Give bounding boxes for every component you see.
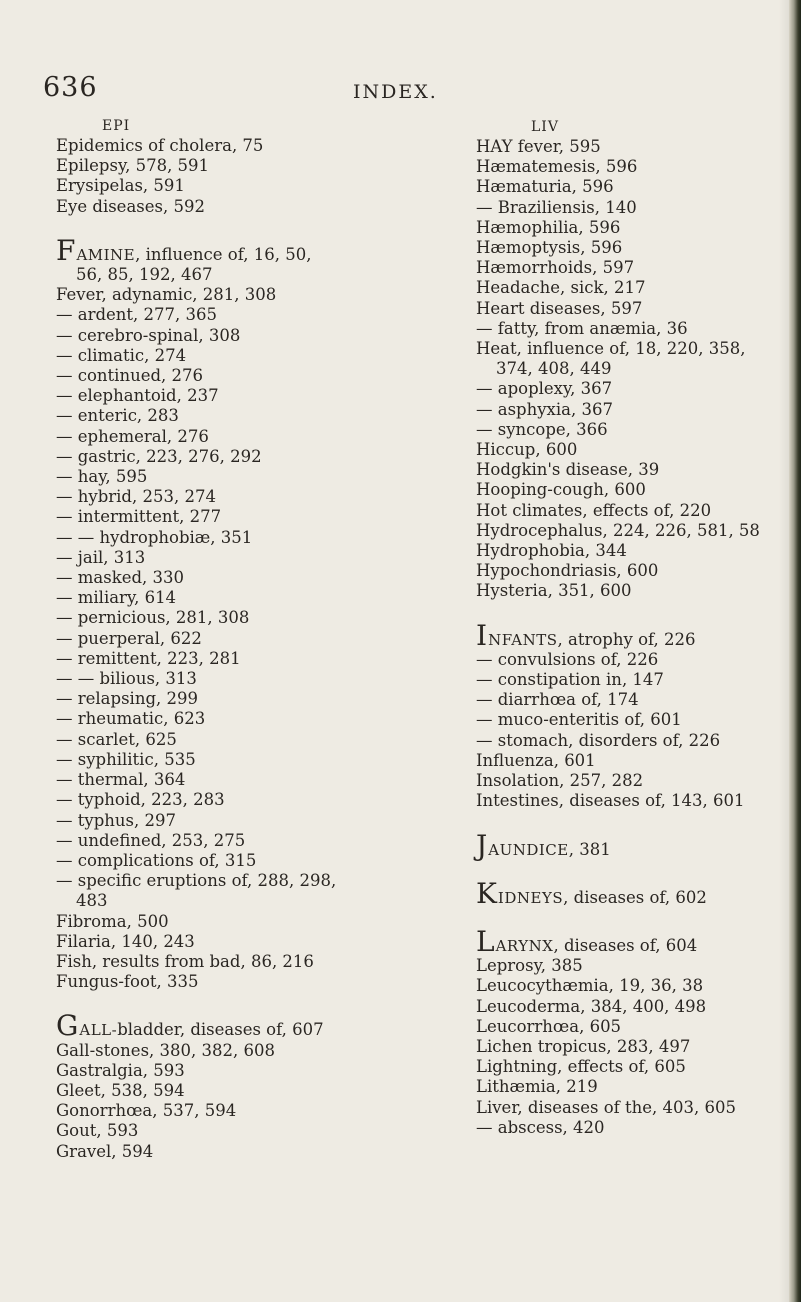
index-entry: Hot climates, effects of, 220	[476, 500, 712, 520]
index-entry: Hydrophobia, 344	[476, 541, 627, 561]
index-entry: — asphyxia, 367	[476, 399, 613, 419]
index-entry: — climatic, 274	[56, 345, 187, 365]
index-entry: Filaria, 140, 243	[56, 931, 195, 951]
index-entry: Erysipelas, 591	[56, 176, 185, 196]
small-caps-word: NFANTS	[488, 630, 558, 649]
index-entry: Liver, diseases of the, 403, 605	[476, 1097, 737, 1117]
index-entry: 374, 408, 449	[496, 359, 612, 379]
index-entry: Lithæmia, 219	[476, 1077, 598, 1097]
index-entry: — syphilitic, 535	[56, 749, 196, 769]
letter-section-gap	[476, 602, 801, 626]
entry-rest: , atrophy of, 226	[557, 629, 696, 649]
drop-cap: G	[56, 1009, 80, 1043]
guide-word: LIV	[531, 119, 559, 135]
running-head: INDEX.	[353, 81, 438, 103]
index-column-right	[476, 116, 801, 1138]
index-entry: Hydrocephalus, 224, 226, 581, 58	[476, 520, 760, 540]
book-edge	[789, 0, 801, 1302]
index-entry: — miliary, 614	[56, 588, 177, 608]
index-entry: — undefined, 253, 275	[56, 830, 246, 850]
index-entry: Gravel, 594	[56, 1141, 154, 1161]
index-entry: Hæmophilia, 596	[476, 217, 621, 237]
index-entry: Hodgkin's disease, 39	[476, 460, 660, 480]
index-entry	[56, 1009, 356, 1043]
drop-cap: K	[476, 876, 498, 910]
index-entry: — elephantoid, 237	[56, 386, 219, 406]
index-entry: Hæmoptysis, 596	[476, 238, 623, 258]
index-entry: — typhoid, 223, 283	[56, 790, 225, 810]
drop-cap: I	[476, 618, 489, 652]
index-entry: — intermittent, 277	[56, 507, 222, 527]
index-entry: Hooping-cough, 600	[476, 480, 646, 500]
index-entry: — complications of, 315	[56, 850, 257, 870]
index-entry: Hypochondriasis, 600	[476, 561, 659, 581]
index-entry: — thermal, 364	[56, 770, 186, 790]
index-entry: Gonorrhœa, 537, 594	[56, 1101, 237, 1121]
index-entry: — — bilious, 313	[56, 669, 197, 689]
drop-cap: J	[476, 828, 489, 862]
letter-section-gap	[476, 908, 801, 932]
page-number: 636	[43, 72, 98, 103]
index-entry: — abscess, 420	[476, 1117, 605, 1137]
index-entry: — ardent, 277, 365	[56, 305, 218, 325]
index-entry	[476, 876, 801, 910]
index-entry: — enteric, 283	[56, 406, 179, 426]
index-entry: — jail, 313	[56, 547, 146, 567]
index-entry: — stomach, disorders of, 226	[476, 730, 721, 750]
index-entry: — convulsions of, 226	[476, 649, 659, 669]
index-entry: Gall-stones, 380, 382, 608	[56, 1040, 275, 1060]
index-entry: Leucoderma, 384, 400, 498	[476, 996, 707, 1016]
index-entry: Lichen tropicus, 283, 497	[476, 1036, 691, 1056]
index-entry: — syncope, 366	[476, 419, 608, 439]
entry-rest: , diseases of, 602	[563, 887, 707, 907]
index-entry: — rheumatic, 623	[56, 709, 206, 729]
index-entry: Gleet, 538, 594	[56, 1080, 185, 1100]
index-entry: — ephemeral, 276	[56, 426, 209, 446]
index-entry: Leprosy, 385	[476, 956, 583, 976]
index-entry: Heat, influence of, 18, 220, 358,	[476, 339, 746, 359]
index-entry: — continued, 276	[56, 366, 204, 386]
index-entry: Gastralgia, 593	[56, 1060, 185, 1080]
index-entry: Fever, adynamic, 281, 308	[56, 285, 277, 305]
entry-list	[56, 136, 356, 1162]
index-entry: — relapsing, 299	[56, 689, 198, 709]
index-entry: Leucorrhœa, 605	[476, 1016, 622, 1036]
index-entry: Heart diseases, 597	[476, 298, 643, 318]
index-entry: 483	[76, 891, 108, 911]
letter-section-gap	[476, 812, 801, 836]
index-entry: — constipation in, 147	[476, 670, 664, 690]
small-caps-word: ARYNX	[495, 936, 554, 955]
index-entry: — hybrid, 253, 274	[56, 487, 216, 507]
index-entry: — scarlet, 625	[56, 729, 177, 749]
index-entry: — hay, 595	[56, 467, 148, 487]
index-entry: Hæmatemesis, 596	[476, 157, 638, 177]
index-entry	[476, 618, 801, 652]
small-caps-word: AMINE	[76, 245, 136, 264]
letter-section-gap	[56, 992, 356, 1016]
index-entry: Epilepsy, 578, 591	[56, 156, 210, 176]
index-entry: Insolation, 257, 282	[476, 771, 644, 791]
small-caps-word: ALL-	[79, 1021, 118, 1040]
index-entry: — gastric, 223, 276, 292	[56, 446, 262, 466]
index-entry: — masked, 330	[56, 568, 185, 588]
small-caps-word: AUNDICE	[488, 840, 569, 859]
index-entry: Fibroma, 500	[56, 911, 169, 931]
entry-rest: bladder, diseases of, 607	[117, 1020, 324, 1040]
small-caps-word: IDNEYS	[497, 888, 564, 907]
index-entry: — pernicious, 281, 308	[56, 608, 250, 628]
index-entry: Epidemics of cholera, 75	[56, 136, 264, 155]
index-entry: — specific eruptions of, 288, 298,	[56, 871, 337, 891]
drop-cap: L	[476, 924, 496, 958]
index-entry: Intestines, diseases of, 143, 601	[476, 791, 745, 811]
index-entry: — — hydrophobiæ, 351	[56, 527, 253, 547]
index-entry: — apoplexy, 367	[476, 379, 613, 399]
entry-rest: , 381	[568, 839, 611, 859]
index-entry: Hæmorrhoids, 597	[476, 258, 635, 278]
index-entry: Influenza, 601	[476, 750, 596, 770]
index-entry: — fatty, from anæmia, 36	[476, 318, 688, 338]
letter-section-gap	[476, 860, 801, 884]
index-entry: Leucocythæmia, 19, 36, 38	[476, 976, 704, 996]
index-entry	[56, 233, 356, 267]
page-gutter-shadow	[779, 0, 789, 1302]
index-entry: — remittent, 223, 281	[56, 648, 241, 668]
index-entry: Lightning, effects of, 605	[476, 1057, 686, 1077]
index-entry: — puerperal, 622	[56, 628, 202, 648]
entry-list	[476, 137, 801, 1138]
index-entry: — diarrhœa of, 174	[476, 690, 639, 710]
index-entry: Fish, results from bad, 86, 216	[56, 951, 314, 971]
index-entry: — typhus, 297	[56, 810, 176, 830]
entry-rest: , diseases of, 604	[553, 935, 698, 955]
guide-word: EPI	[102, 118, 131, 134]
index-entry: — cerebro-spinal, 308	[56, 325, 241, 345]
letter-section-gap	[56, 217, 356, 241]
index-entry: Gout, 593	[56, 1121, 139, 1141]
index-column-left	[56, 116, 356, 1162]
entry-rest: , influence of, 16, 50,	[135, 244, 312, 264]
index-entry: — Braziliensis, 140	[476, 197, 637, 217]
index-entry	[476, 924, 801, 958]
drop-cap: F	[56, 233, 77, 267]
index-entry: Eye diseases, 592	[56, 196, 205, 216]
index-entry: Hysteria, 351, 600	[476, 581, 632, 601]
index-entry: Fungus-foot, 335	[56, 972, 199, 992]
index-entry: Headache, sick, 217	[476, 278, 646, 298]
index-entry: Hæmaturia, 596	[476, 177, 614, 197]
index-entry: — muco-enteritis of, 601	[476, 710, 682, 730]
index-entry: HAY fever, 595	[476, 137, 601, 156]
index-entry: 56, 85, 192, 467	[76, 265, 213, 285]
index-entry	[476, 828, 801, 862]
index-entry: Hiccup, 600	[476, 440, 578, 460]
